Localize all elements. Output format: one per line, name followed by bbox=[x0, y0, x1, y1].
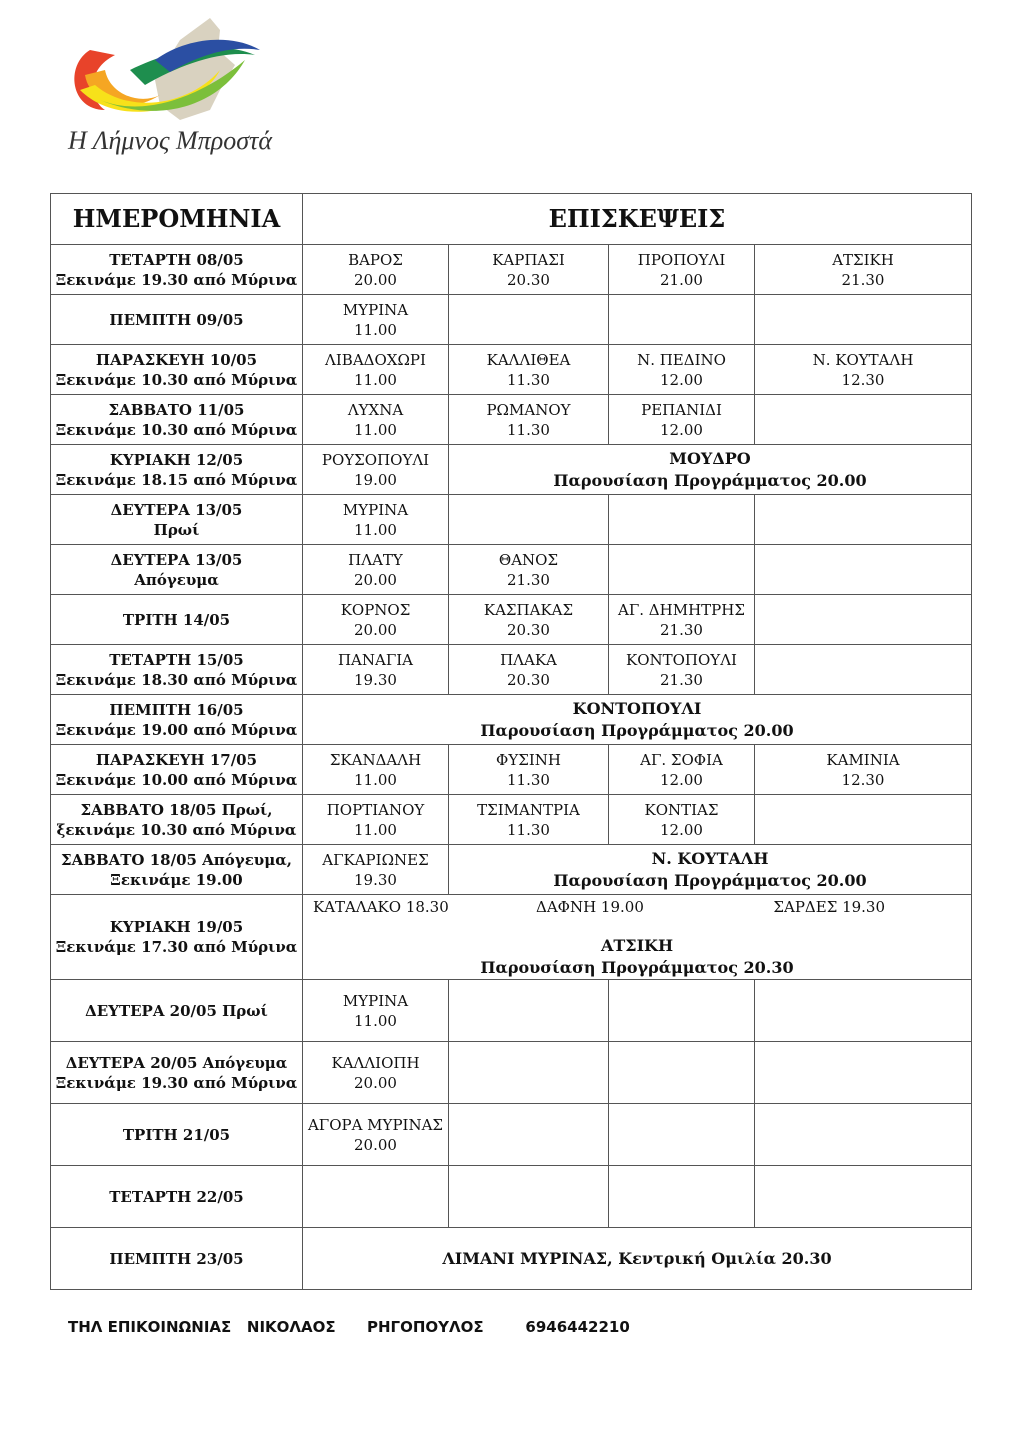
visit-cell bbox=[755, 1042, 972, 1104]
presentation-note: Παρουσίαση Προγράμματος 20.00 bbox=[553, 470, 867, 490]
visit-time: 20.00 bbox=[354, 620, 397, 639]
date-note: Ξεκινάμε 19.00 από Μύρινα bbox=[55, 720, 298, 739]
visit-place: ΜΥΡΙΝΑ bbox=[342, 500, 409, 519]
date-note: Ξεκινάμε 17.30 από Μύρινα bbox=[55, 938, 298, 956]
visit-place: ΑΤΣΙΚΗ bbox=[832, 250, 894, 269]
visit-cell bbox=[303, 495, 449, 545]
footer-first-name: ΝΙΚΟΛΑΟΣ bbox=[246, 1318, 336, 1336]
visit-time: 12.30 bbox=[841, 370, 885, 389]
visit-time: 12.00 bbox=[660, 420, 703, 439]
visit-time: 12.00 bbox=[660, 770, 703, 789]
date-cell bbox=[51, 845, 303, 895]
visit-place: ΑΓΟΡΑ ΜΥΡΙΝΑΣ bbox=[307, 1115, 444, 1134]
date-cell bbox=[51, 395, 303, 445]
visit-place: ΚΑΛΛΙΟΠΗ bbox=[331, 1053, 420, 1072]
visit-time: 20.30 bbox=[507, 670, 550, 689]
visit-cell bbox=[449, 980, 609, 1042]
visit-place: ΠΟΡΤΙΑΝΟΥ bbox=[326, 800, 425, 819]
schedule-table bbox=[50, 193, 972, 1290]
date-note: Ξεκινάμε 19.00 bbox=[110, 870, 243, 889]
visit-cell bbox=[609, 1104, 755, 1166]
date-note: Ξεκινάμε 19.30 από Μύρινα bbox=[55, 270, 298, 289]
date-label: ΠΑΡΑΣΚΕΥΗ 10/05 bbox=[95, 350, 258, 369]
visit-place: ΡΕΠΑΝΙΔΙ bbox=[641, 400, 722, 419]
table-row bbox=[51, 345, 972, 395]
visit-place: ΚΑΜΙΝΙΑ bbox=[826, 750, 900, 769]
visit-place: ΜΥΡΙΝΑ bbox=[342, 991, 409, 1010]
visit-cell bbox=[609, 245, 755, 295]
date-label: ΚΥΡΙΑΚΗ 19/05 bbox=[109, 918, 244, 936]
visit-cell bbox=[449, 295, 609, 345]
date-label: ΣΑΒΒΑΤΟ 18/05 Πρωί, bbox=[80, 800, 273, 819]
date-cell bbox=[51, 980, 303, 1042]
visit-place: ΚΑΣΠΑΚΑΣ bbox=[483, 600, 574, 619]
visit-cell bbox=[609, 595, 755, 645]
sunday-cell bbox=[303, 895, 972, 980]
visit-cell bbox=[303, 1104, 449, 1166]
visit-place: ΚΑΡΠΑΣΙ bbox=[492, 250, 565, 269]
presentation-place: ΑΤΣΙΚΗ bbox=[600, 936, 674, 955]
visit-place: ΚΟΝΤΟΠΟΥΛΙ bbox=[626, 650, 737, 669]
visit-cell bbox=[449, 595, 609, 645]
visit-time: 11.00 bbox=[354, 420, 397, 439]
visit-place: ΑΓ. ΣΟΦΙΑ bbox=[640, 750, 723, 769]
visit-place: ΣΚΑΝΔΑΛΗ bbox=[329, 750, 422, 769]
presentation-cell bbox=[449, 445, 972, 495]
visit-place: ΒΑΡΟΣ bbox=[348, 250, 403, 269]
visit-cell bbox=[449, 395, 609, 445]
visit-cell bbox=[755, 745, 972, 795]
visit-cell bbox=[303, 295, 449, 345]
date-cell bbox=[51, 645, 303, 695]
visit-time: 20.30 bbox=[507, 270, 550, 289]
presentation-place: ΛΙΜΑΝΙ ΜΥΡΙΝΑΣ, Κεντρική Ομιλία 20.30 bbox=[442, 1248, 832, 1268]
visit-cell bbox=[449, 1042, 609, 1104]
visit-cell bbox=[449, 345, 609, 395]
table-row bbox=[51, 445, 972, 495]
table-row bbox=[51, 595, 972, 645]
presentation-cell bbox=[303, 695, 972, 745]
visit-time: 11.00 bbox=[354, 520, 397, 539]
visit-cell bbox=[303, 545, 449, 595]
table-row bbox=[51, 1166, 972, 1228]
presentation-place: ΚΟΝΤΟΠΟΥΛΙ bbox=[572, 698, 702, 718]
table-row bbox=[51, 295, 972, 345]
visit-place: ΛΙΒΑΔΟΧΩΡΙ bbox=[325, 350, 426, 369]
presentation-place: ΜΟΥΔΡΟ bbox=[669, 448, 751, 468]
date-label: ΔΕΥΤΕΡΑ 20/05 Απόγευμα bbox=[65, 1053, 288, 1072]
table-row bbox=[51, 745, 972, 795]
visit-place: ΠΡΟΠΟΥΛΙ bbox=[637, 250, 726, 269]
visit-time: 11.30 bbox=[507, 420, 550, 439]
date-cell bbox=[51, 595, 303, 645]
visit-time: 21.00 bbox=[660, 270, 703, 289]
visit-time: 20.00 bbox=[354, 1073, 397, 1092]
visit-cell bbox=[303, 395, 449, 445]
date-cell bbox=[51, 695, 303, 745]
visit-time: 21.30 bbox=[660, 670, 703, 689]
date-label: ΤΕΤΑΡΤΗ 22/05 bbox=[109, 1187, 244, 1206]
date-label: ΠΕΜΠΤΗ 09/05 bbox=[109, 310, 244, 329]
visit-cell bbox=[303, 345, 449, 395]
visit-cell bbox=[755, 645, 972, 695]
visit-time: 21.30 bbox=[841, 270, 885, 289]
header-visits: ΕΠΙΣΚΕΨΕΙΣ bbox=[303, 194, 972, 245]
visit-cell bbox=[449, 745, 609, 795]
visit-time: 12.00 bbox=[660, 370, 703, 389]
table-row bbox=[51, 795, 972, 845]
visit-time: 11.00 bbox=[354, 1011, 397, 1030]
presentation-note: Παρουσίαση Προγράμματος 20.30 bbox=[480, 958, 794, 977]
visit-cell bbox=[755, 1104, 972, 1166]
visit-cell bbox=[449, 645, 609, 695]
visit-place: ΜΥΡΙΝΑ bbox=[342, 300, 409, 319]
visit-time: 11.00 bbox=[354, 370, 397, 389]
presentation-note: Παρουσίαση Προγράμματος 20.00 bbox=[480, 720, 794, 740]
visit-time: 12.00 bbox=[660, 820, 703, 839]
table-row bbox=[51, 1104, 972, 1166]
table-row bbox=[51, 980, 972, 1042]
date-cell bbox=[51, 1228, 303, 1290]
visit-place: ΦΥΣΙΝΗ bbox=[496, 750, 561, 769]
visit-time: 20.30 bbox=[507, 620, 550, 639]
date-label: ΤΕΤΑΡΤΗ 08/05 bbox=[109, 250, 244, 269]
visit-time: 20.00 bbox=[354, 270, 397, 289]
table-row bbox=[51, 395, 972, 445]
date-note: Ξεκινάμε 10.30 από Μύρινα bbox=[55, 420, 298, 439]
visit-place: ΠΛΑΤΥ bbox=[348, 550, 403, 569]
date-cell bbox=[51, 545, 303, 595]
visit-place: ΡΟΥΣΟΠΟΥΛΙ bbox=[321, 450, 430, 469]
date-cell bbox=[51, 795, 303, 845]
footer-last-name: ΡΗΓΟΠΟΥΛΟΣ bbox=[367, 1318, 484, 1336]
date-cell bbox=[51, 895, 303, 980]
visit-place: ΚΟΝΤΙΑΣ bbox=[644, 800, 719, 819]
visit-time: 21.30 bbox=[507, 570, 550, 589]
logo bbox=[60, 10, 270, 160]
date-cell bbox=[51, 245, 303, 295]
table-row bbox=[51, 245, 972, 295]
visit-place: ΤΣΙΜΑΝΤΡΙΑ bbox=[477, 800, 580, 819]
date-cell bbox=[51, 495, 303, 545]
presentation-note: Παρουσίαση Προγράμματος 20.00 bbox=[553, 870, 867, 890]
footer-label: ΤΗΛ ΕΠΙΚΟΙΝΩΝΙΑΣ bbox=[68, 1318, 232, 1336]
visit-cell bbox=[755, 295, 972, 345]
visit-cell bbox=[303, 845, 449, 895]
visit-time: 19.30 bbox=[354, 870, 397, 889]
visit-cell bbox=[755, 545, 972, 595]
visit-cell bbox=[609, 395, 755, 445]
visit-time: 11.00 bbox=[354, 770, 397, 789]
visit-cell bbox=[303, 645, 449, 695]
visit-cell bbox=[609, 295, 755, 345]
visit-time: 11.30 bbox=[507, 770, 550, 789]
visit-cell bbox=[609, 1042, 755, 1104]
date-label: ΤΕΤΑΡΤΗ 15/05 bbox=[109, 650, 244, 669]
visit-cell bbox=[609, 1166, 755, 1228]
visit-cell bbox=[755, 345, 972, 395]
visit-time: 11.30 bbox=[507, 370, 550, 389]
visit-time: 19.30 bbox=[354, 670, 397, 689]
date-label: ΠΑΡΑΣΚΕΥΗ 17/05 bbox=[95, 750, 258, 769]
table-row bbox=[51, 1228, 972, 1290]
visit-cell bbox=[303, 1166, 449, 1228]
visit-cell bbox=[303, 1042, 449, 1104]
date-note: Ξεκινάμε 10.30 από Μύρινα bbox=[55, 370, 298, 389]
footer-contact bbox=[68, 1318, 630, 1336]
visit-cell bbox=[449, 1166, 609, 1228]
visit-place: Ν. ΚΟΥΤΑΛΗ bbox=[812, 350, 914, 369]
table-row bbox=[51, 895, 972, 980]
footer-phone: 6946442210 bbox=[525, 1318, 630, 1336]
visit-place: ΠΑΝΑΓΙΑ bbox=[337, 650, 414, 669]
visit-cell bbox=[609, 795, 755, 845]
date-label: ΔΕΥΤΕΡΑ 13/05 bbox=[110, 500, 243, 519]
date-label: ΠΕΜΠΤΗ 16/05 bbox=[109, 700, 244, 719]
visit-cell bbox=[303, 795, 449, 845]
visit-cell bbox=[303, 745, 449, 795]
date-note: Ξεκινάμε 10.00 από Μύρινα bbox=[55, 770, 298, 789]
date-note: ξεκινάμε 10.30 από Μύρινα bbox=[56, 820, 297, 839]
date-label: ΣΑΒΒΑΤΟ 18/05 Απόγευμα, bbox=[61, 850, 292, 869]
logo-graphic bbox=[60, 10, 270, 130]
date-note: Ξεκινάμε 18.30 από Μύρινα bbox=[55, 670, 298, 689]
visit-stop: ΚΑΤΑΛΑΚΟ 18.30 bbox=[313, 898, 449, 916]
visit-place: ΑΓ. ΔΗΜΗΤΡΗΣ bbox=[618, 600, 745, 619]
date-cell bbox=[51, 345, 303, 395]
visit-place: ΘΑΝΟΣ bbox=[498, 550, 559, 569]
visit-cell bbox=[609, 645, 755, 695]
visit-cell bbox=[303, 445, 449, 495]
visit-time: 20.00 bbox=[354, 570, 397, 589]
visit-cell bbox=[755, 795, 972, 845]
visit-place: ΚΑΛΛΙΘΕΑ bbox=[486, 350, 571, 369]
visit-place: Ν. ΠΕΔΙΝΟ bbox=[637, 350, 726, 369]
visit-cell bbox=[609, 545, 755, 595]
visit-cell bbox=[449, 495, 609, 545]
date-label: ΠΕΜΠΤΗ 23/05 bbox=[109, 1249, 244, 1268]
date-note: Ξεκινάμε 18.15 από Μύρινα bbox=[55, 470, 298, 489]
visit-cell bbox=[303, 595, 449, 645]
date-label: ΚΥΡΙΑΚΗ 12/05 bbox=[109, 450, 244, 469]
visit-cell bbox=[755, 980, 972, 1042]
date-label: ΣΑΒΒΑΤΟ 11/05 bbox=[108, 400, 245, 419]
visit-stop: ΣΑΡΔΕΣ 19.30 bbox=[773, 898, 886, 916]
date-label: ΤΡΙΤΗ 21/05 bbox=[122, 1125, 231, 1144]
visit-time: 21.30 bbox=[660, 620, 703, 639]
visit-cell bbox=[609, 495, 755, 545]
date-cell bbox=[51, 1166, 303, 1228]
visit-cell bbox=[755, 245, 972, 295]
visit-cell bbox=[449, 245, 609, 295]
table-row bbox=[51, 645, 972, 695]
visit-cell bbox=[755, 495, 972, 545]
visit-place: ΛΥΧΝΑ bbox=[347, 400, 404, 419]
visit-cell bbox=[755, 595, 972, 645]
table-row bbox=[51, 545, 972, 595]
visit-cell bbox=[755, 1166, 972, 1228]
table-row bbox=[51, 1042, 972, 1104]
visit-cell bbox=[609, 345, 755, 395]
visit-cell bbox=[609, 980, 755, 1042]
date-note: Απόγευμα bbox=[134, 570, 219, 589]
visit-stop: ΔΑΦΝΗ 19.00 bbox=[536, 898, 644, 916]
date-cell bbox=[51, 295, 303, 345]
date-note: Πρωί bbox=[153, 520, 200, 539]
visit-place: ΠΛΑΚΑ bbox=[500, 650, 557, 669]
visit-time: 20.00 bbox=[354, 1135, 397, 1154]
header-row bbox=[51, 194, 972, 245]
date-note: Ξεκινάμε 19.30 από Μύρινα bbox=[55, 1073, 298, 1092]
visit-time: 12.30 bbox=[841, 770, 885, 789]
date-cell bbox=[51, 1104, 303, 1166]
date-label: ΤΡΙΤΗ 14/05 bbox=[122, 610, 231, 629]
visit-time: 11.30 bbox=[507, 820, 550, 839]
visit-place: ΚΟΡΝΟΣ bbox=[340, 600, 411, 619]
visit-time: 11.00 bbox=[354, 320, 397, 339]
date-cell bbox=[51, 1042, 303, 1104]
date-cell bbox=[51, 745, 303, 795]
visit-cell bbox=[449, 1104, 609, 1166]
table-row bbox=[51, 495, 972, 545]
date-cell bbox=[51, 445, 303, 495]
visit-place: ΡΩΜΑΝΟΥ bbox=[486, 400, 571, 419]
visit-time: 11.00 bbox=[354, 820, 397, 839]
header-date: ΗΜΕΡΟΜΗΝΙΑ bbox=[51, 194, 303, 245]
presentation-block bbox=[303, 935, 971, 979]
visit-place: ΑΓΚΑΡΙΩΝΕΣ bbox=[322, 850, 429, 869]
presentation-cell bbox=[449, 845, 972, 895]
date-label: ΔΕΥΤΕΡΑ 20/05 Πρωί bbox=[85, 1001, 268, 1020]
visit-cell bbox=[449, 795, 609, 845]
visit-cell bbox=[449, 545, 609, 595]
visit-cell bbox=[303, 245, 449, 295]
visit-time: 19.00 bbox=[354, 470, 397, 489]
table-row bbox=[51, 695, 972, 745]
table-row bbox=[51, 845, 972, 895]
visit-cell bbox=[609, 745, 755, 795]
visit-cell bbox=[303, 980, 449, 1042]
date-label: ΔΕΥΤΕΡΑ 13/05 bbox=[110, 550, 243, 569]
presentation-place: Ν. ΚΟΥΤΑΛΗ bbox=[651, 848, 769, 868]
visit-cell bbox=[755, 395, 972, 445]
presentation-cell bbox=[303, 1228, 972, 1290]
logo-text: Η Λήμνος Μπροστά bbox=[68, 126, 272, 155]
